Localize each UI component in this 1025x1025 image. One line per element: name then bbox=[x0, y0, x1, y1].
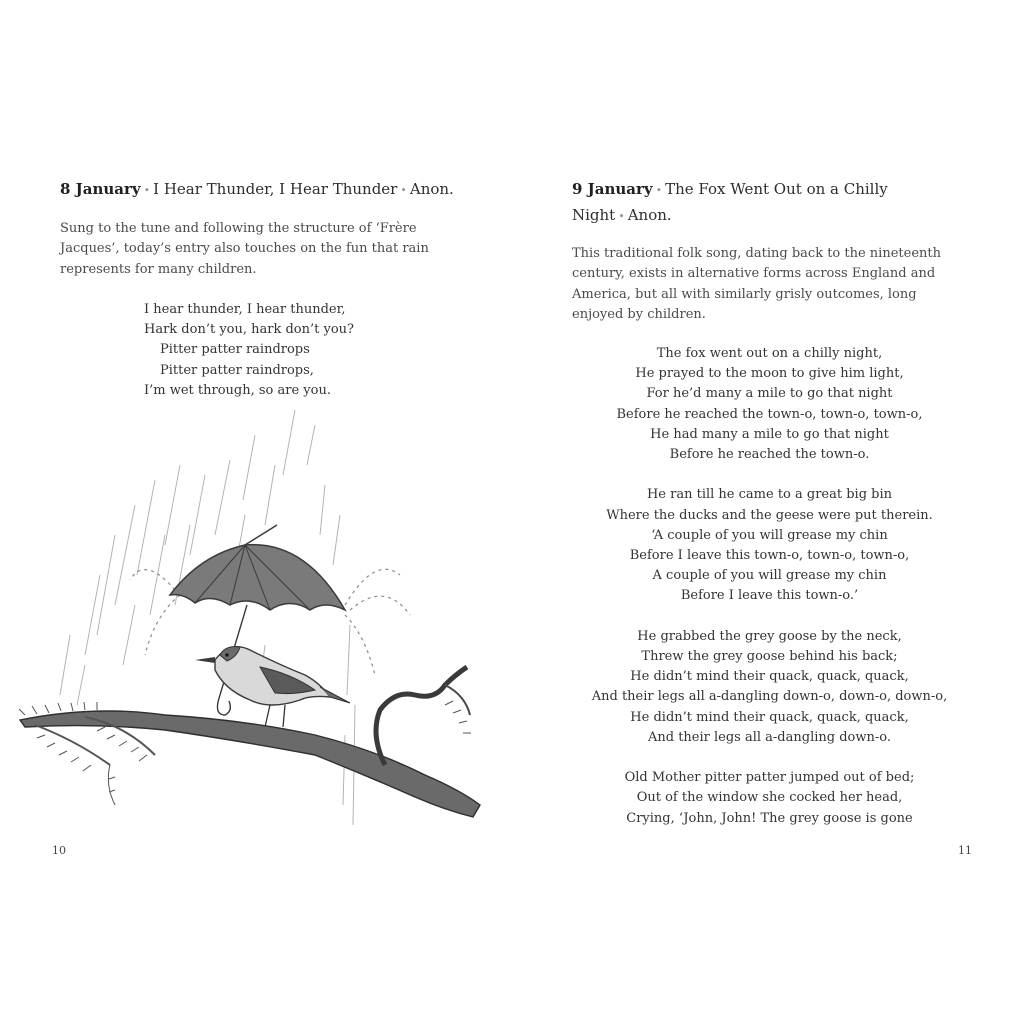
poem-line: Where the ducks and the geese were put therein. bbox=[606, 507, 933, 523]
poem-line: He didn’t mind their quack, quack, quack, bbox=[630, 709, 909, 725]
poem-line: Pitter patter raindrops, bbox=[160, 362, 314, 378]
poem-fox-went-out bbox=[572, 344, 967, 849]
poem-line: I hear thunder, I hear thunder, bbox=[144, 302, 346, 317]
entry-author: Anon. bbox=[409, 180, 454, 198]
poem-line: Pitter patter raindrops bbox=[160, 342, 310, 358]
page-number: 10 bbox=[52, 844, 66, 857]
entry-heading-8-january bbox=[60, 177, 490, 203]
poem-line: He prayed to the moon to give him light, bbox=[635, 366, 904, 382]
poem-stanza bbox=[572, 344, 967, 465]
poem-line: Hark don’t you, hark don’t you? bbox=[144, 322, 354, 338]
poem-stanza bbox=[572, 485, 967, 606]
poem-line: ‘A couple of you will grease my chin bbox=[651, 527, 888, 543]
poem-line: He grabbed the grey goose by the neck, bbox=[637, 628, 902, 644]
poem-line: A couple of you will grease my chin bbox=[652, 568, 887, 584]
poem-line: He ran till he came to a great big bin bbox=[646, 487, 893, 503]
entry-date: 9 January bbox=[572, 180, 653, 198]
poem-line: Before I leave this town-o, town-o, town-o, bbox=[629, 548, 910, 564]
entry-intro: Sung to the tune and following the structure of ‘Frère Jacques’, today’s entry also touches on the fun that rain represents for many children. bbox=[60, 221, 429, 277]
poem-line: And their legs all a-dangling down-o, down-o, down-o, bbox=[591, 689, 948, 705]
poem-line: I’m wet through, so are you. bbox=[144, 382, 331, 398]
heading-separator: • bbox=[143, 184, 151, 197]
poem-line: He had many a mile to go that night bbox=[650, 426, 889, 442]
entry-author: Anon. bbox=[627, 206, 672, 224]
entry-date: 8 January bbox=[60, 180, 141, 198]
poem-line: Old Mother pitter patter jumped out of bed; bbox=[624, 770, 915, 786]
heading-separator: • bbox=[655, 184, 663, 197]
right-page bbox=[512, 0, 1025, 1025]
poem-line: Crying, ‘John, John! The grey goose is gone bbox=[626, 810, 913, 826]
heading-separator: • bbox=[618, 210, 625, 223]
poem-stanza bbox=[572, 627, 967, 748]
bird-umbrella-illustration bbox=[15, 405, 490, 835]
poem-line: Before I leave this town-o.’ bbox=[680, 588, 859, 604]
rain-streaks bbox=[60, 410, 355, 825]
entry-heading-9-january bbox=[572, 177, 972, 229]
entry-title: I Hear Thunder, I Hear Thunder bbox=[153, 180, 398, 198]
poem-line: Before he reached the town-o, town-o, town-o, bbox=[616, 406, 923, 422]
poem-line: And their legs all a-dangling down-o. bbox=[647, 729, 891, 745]
poem-i-hear-thunder bbox=[144, 300, 354, 401]
poem-line: The fox went out on a chilly night, bbox=[656, 346, 883, 361]
poem-stanza bbox=[572, 768, 967, 829]
bird bbox=[195, 647, 350, 727]
poem-line: Threw the grey goose behind his back; bbox=[641, 649, 898, 665]
poem-line: For he’d many a mile to go that night bbox=[646, 386, 893, 402]
left-page bbox=[0, 0, 512, 1025]
poem-line: He didn’t mind their quack, quack, quack, bbox=[630, 669, 909, 685]
entry-title: The Fox Went Out on a Chilly Night bbox=[572, 180, 888, 224]
poem-line: Before he reached the town-o. bbox=[669, 447, 870, 463]
entry-intro: This traditional folk song, dating back to the nineteenth century, exists in alternative forms across England and America, but all with similarly grisly outcomes, long enjoyed by children. bbox=[572, 246, 941, 322]
poem-line: Out of the window she cocked her head, bbox=[636, 790, 903, 806]
page-number: 11 bbox=[958, 844, 972, 857]
heading-separator: • bbox=[400, 184, 407, 197]
